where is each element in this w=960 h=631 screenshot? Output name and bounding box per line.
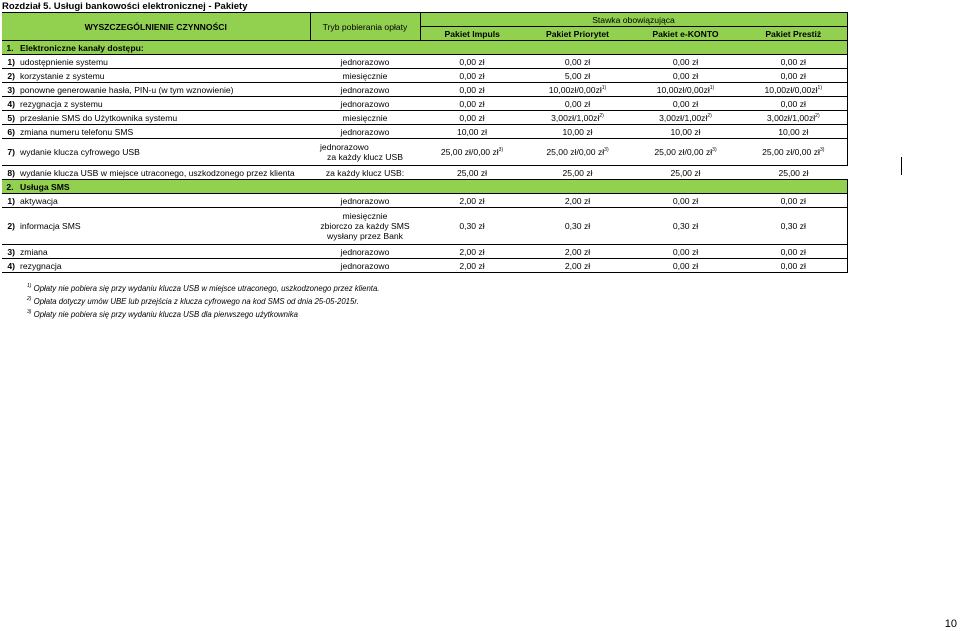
section-number: 1. bbox=[2, 41, 18, 55]
section-row-1 bbox=[2, 41, 847, 55]
header-package-impuls: Pakiet Impuls bbox=[420, 27, 524, 41]
footnote-3: $^{3)}$ Opłaty nie pobiera się przy wydaniu klucza USB dla pierwszego użytkownika bbox=[27, 309, 298, 319]
footnotes bbox=[27, 281, 379, 320]
table-row: 5) przesłanie SMS do Użytkownika systemu miesięcznie 0,00 zł $3,00zł/1,00zł^{2)}$ $3,00zł/1,00zł^{2)}$ $3,00zł/1,00zł^{2)}$ bbox=[2, 111, 847, 125]
table-row: 1) udostępnienie systemu jednorazowo 0,00 zł 0,00 zł 0,00 zł 0,00 zł bbox=[2, 55, 847, 69]
section-number: 2. bbox=[2, 180, 18, 194]
table-row: 4) rezygnacja z systemu jednorazowo 0,00 zł 0,00 zł 0,00 zł 0,00 zł bbox=[2, 97, 847, 111]
section-row-2 bbox=[2, 180, 847, 194]
page-number: 10 bbox=[944, 618, 957, 630]
section-title: Rozdział 5. Usługi bankowości elektronicznej - Pakiety bbox=[2, 1, 248, 12]
header-rate: Stawka obowiązująca bbox=[420, 13, 847, 27]
table-row: 4) rezygnacja jednorazowo 2,00 zł 2,00 zł 0,00 zł 0,00 zł bbox=[2, 259, 847, 273]
table-row: 1) aktywacja jednorazowo 2,00 zł 2,00 zł 0,00 zł 0,00 zł bbox=[2, 194, 847, 208]
header-row-top bbox=[2, 13, 847, 27]
footnote-1: $^{1)}$ Opłaty nie pobiera się przy wydaniu klucza USB w miejsce utraconego, uszkodzonego przez klienta. bbox=[27, 283, 380, 293]
table-row: 2) korzystanie z systemu miesięcznie 0,00 zł 5,00 zł 0,00 zł 0,00 zł bbox=[2, 69, 847, 83]
header-package-prestiz: Pakiet Prestiż bbox=[740, 27, 847, 41]
header-mode: Tryb pobierania opłaty bbox=[310, 13, 420, 41]
footnote-2: $^{2)}$ Opłata dotyczy umów UBE lub przejścia z klucza cyfrowego na kod SMS od dnia 25-05-2015r. bbox=[27, 296, 359, 306]
header-services: WYSZCZEGÓLNIENIE CZYNNOŚCI bbox=[2, 13, 310, 41]
stray-border-line bbox=[901, 157, 902, 175]
header-package-priorytet: Pakiet Priorytet bbox=[524, 27, 631, 41]
header-package-ekonto: Pakiet e-KONTO bbox=[631, 27, 740, 41]
table-row: 2) informacja SMS miesięcznie zbiorczo za każdy SMS wysłany przez Bank 0,30 zł 0,30 zł 0,30 zł 0,30 zł bbox=[2, 208, 847, 245]
section-title: Elektroniczne kanały dostępu: bbox=[18, 41, 847, 55]
section-title: Usługa SMS bbox=[18, 180, 847, 194]
table-row: 3) ponowne generowanie hasła, PIN-u (w tym wznowienie) jednorazowo 0,00 zł $10,00zł/0,00zł^{1)}$ $10,00zł/0,00zł^{1)}$ $10,00zł/0,00zł^{1)}$ bbox=[2, 83, 847, 97]
table-row: 6) zmiana numeru telefonu SMS jednorazowo 10,00 zł 10,00 zł 10,00 zł 10,00 zł bbox=[2, 125, 847, 139]
fee-table bbox=[2, 12, 848, 273]
table-row: 3) zmiana jednorazowo 2,00 zł 2,00 zł 0,00 zł 0,00 zł bbox=[2, 245, 847, 259]
table-row: 7) wydanie klucza cyfrowego USB jednorazowo za każdy klucz USB 25,00 zł/0,00 $zł^{3)}$ 25,00 zł/0,00 $zł^{3)}$ 25,00 zł/0,00 $zł^{3)}$ 25,00 zł/0,00 $zł^{3)}$ bbox=[2, 139, 847, 166]
table-row: 8) wydanie klucza USB w miejsce utraconego, uszkodzonego przez klienta za każdy klucz USB: 25,00 zł 25,00 zł 25,00 zł 25,00 zł bbox=[2, 166, 847, 180]
